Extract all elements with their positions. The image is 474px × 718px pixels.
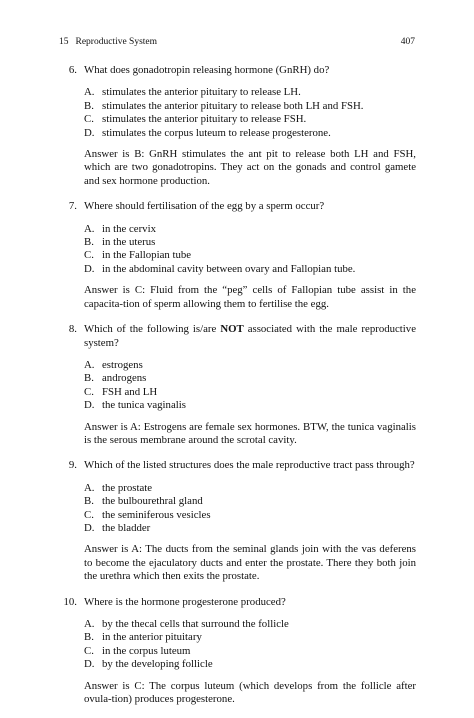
option-letter: C. [84, 508, 94, 521]
question-number: 10. [63, 595, 77, 608]
option-letter: D. [84, 262, 95, 275]
option-text: by the thecal cells that surround the follicle [102, 618, 289, 630]
option-text: by the developing follicle [102, 658, 213, 671]
question-list [59, 64, 416, 718]
option-item [77, 86, 416, 99]
option-letter: D. [84, 658, 95, 671]
question-10 [59, 596, 416, 707]
question-text-start: Which of the following is/are [84, 323, 221, 336]
option-text: estrogens [102, 358, 143, 371]
option-item [77, 236, 416, 249]
option-text: androgens [102, 372, 147, 385]
option-text: in the Fallopian tube [102, 249, 192, 262]
option-list [59, 86, 416, 140]
question-text: Which of the listed structures does the male reproductive tract pass through? [84, 459, 415, 472]
option-item [77, 522, 416, 535]
question-9 [59, 459, 416, 583]
option-item [77, 359, 416, 372]
option-item [77, 249, 416, 262]
chapter-title: Reproductive System [75, 37, 158, 47]
question-number: 7. [68, 200, 77, 213]
option-item [77, 658, 416, 671]
option-letter: B. [84, 372, 94, 385]
question-text [77, 323, 416, 350]
option-letter: C. [84, 113, 94, 126]
option-letter: B. [84, 631, 94, 644]
answer-text: Answer is B: GnRH stimulates the ant pit to release both LH and FSH, which are two gonadotropins. They act on the gonads and control gamete and sex hormone production. [84, 148, 416, 187]
option-text: in the cervix [102, 222, 156, 235]
option-text: stimulates the anterior pituitary to release both LH and FSH. [102, 99, 364, 112]
option-text: FSH and LH [102, 385, 158, 398]
option-letter: A. [84, 481, 95, 494]
option-letter: A. [84, 358, 95, 371]
option-item [77, 645, 416, 658]
option-letter: C. [84, 644, 94, 657]
option-item [77, 618, 416, 631]
answer-text: Answer is A: Estrogens are female sex hormones. BTW, the tunica vaginalis is the serous membrane around the scrotal cavity. [84, 420, 416, 446]
running-header [59, 37, 415, 47]
option-letter: D. [84, 399, 95, 412]
option-item [77, 631, 416, 644]
option-item [77, 386, 416, 399]
question-number: 9. [68, 459, 77, 472]
option-item [77, 113, 416, 126]
option-item [77, 263, 416, 276]
option-item [77, 127, 416, 140]
question-7 [59, 200, 416, 311]
option-item [77, 100, 416, 113]
option-text: the prostate [102, 481, 153, 494]
chapter-number: 15 [59, 37, 69, 47]
answer-text: Answer is C: Fluid from the “peg” cells of Fallopian tube assist in the capacita-tion of sperm allowing them to fertilise the egg. [84, 284, 416, 310]
answer-text: Answer is C: The corpus luteum (which develops from the follicle after ovula-tion) produces progesterone. [84, 679, 416, 706]
option-text: in the anterior pituitary [102, 631, 202, 644]
question-text: Where is the hormone progesterone produced? [84, 595, 286, 608]
option-text: the tunica vaginalis [102, 399, 186, 412]
option-letter: D. [84, 126, 95, 139]
option-text: stimulates the anterior pituitary to release FSH. [102, 113, 307, 126]
page-number: 407 [400, 37, 415, 47]
option-text: in the corpus luteum [102, 644, 191, 657]
option-letter: B. [84, 99, 94, 112]
option-list [59, 223, 416, 277]
option-text: the bladder [102, 521, 151, 534]
option-letter: A. [84, 222, 95, 235]
option-item [77, 509, 416, 522]
question-6 [59, 64, 416, 188]
option-item [77, 482, 416, 495]
option-item [77, 399, 416, 412]
option-text: stimulates the corpus luteum to release progesterone. [102, 126, 331, 139]
option-item [77, 372, 416, 385]
question-text: Where should fertilisation of the egg by a sperm occur? [84, 200, 325, 213]
option-list [59, 359, 416, 413]
answer-text: Answer is A: The ducts from the seminal glands join with the vas deferens to become the ejaculatory ducts and enter the prostate. There they both join the urethra which then exits the prostate. [84, 543, 416, 583]
question-text: What does gonadotropin releasing hormone (GnRH) do? [84, 64, 330, 76]
option-letter: B. [84, 495, 94, 508]
chapter-heading [59, 37, 157, 47]
question-text-end: associated with the male reproductive system? [84, 323, 416, 349]
option-text: stimulates the anterior pituitary to release LH. [102, 86, 301, 99]
option-letter: A. [84, 618, 95, 630]
question-number: 8. [68, 323, 77, 336]
option-item [77, 495, 416, 508]
option-letter: C. [84, 385, 94, 398]
option-list [59, 482, 416, 536]
option-text: the seminiferous vesicles [102, 508, 211, 521]
question-number: 6. [68, 64, 77, 76]
option-list [59, 618, 416, 672]
option-letter: B. [84, 236, 94, 249]
option-letter: A. [84, 86, 95, 99]
option-text: in the abdominal cavity between ovary and Fallopian tube. [102, 262, 356, 275]
question-8 [59, 323, 416, 447]
question-emphasis: NOT [220, 323, 244, 336]
option-item [77, 223, 416, 236]
option-text: the bulbourethral gland [102, 495, 203, 508]
option-letter: C. [84, 249, 94, 262]
option-text: in the uterus [102, 236, 156, 249]
option-letter: D. [84, 521, 95, 534]
